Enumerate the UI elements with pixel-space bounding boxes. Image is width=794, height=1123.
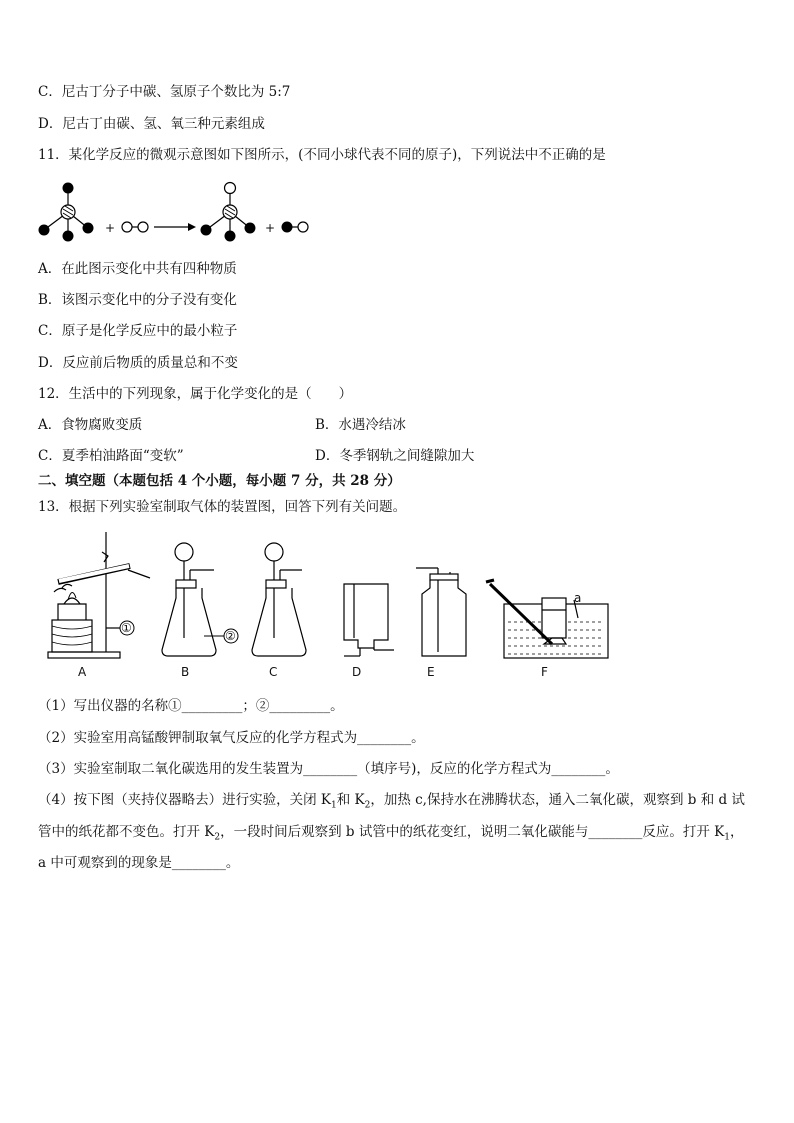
molecule-product-2 — [282, 222, 309, 233]
reaction-diagram — [30, 178, 360, 248]
label-d: D — [352, 665, 362, 679]
apparatus-d — [344, 584, 394, 656]
apparatus-f — [486, 580, 608, 658]
label-mark-1: ① — [121, 621, 132, 635]
subquestion-4-line-3: a 中可观察到的现象是________。 — [38, 855, 240, 871]
section-heading: 二、填空题（本题包括 4 个小题，每小题 7 分，共 28 分） — [38, 473, 401, 489]
question-12: 12．生活中的下列现象，属于化学变化的是（ ） — [38, 386, 353, 402]
label-f: F — [541, 665, 548, 679]
option-c-q12: C．夏季柏油路面“变软” — [38, 448, 184, 464]
label-b: B — [181, 665, 190, 679]
s4a-post: ，加热 c,保持水在沸腾状态，通入二氧化碳，观察到 b 和 d 试 — [370, 792, 745, 808]
plus-sign-1: + — [105, 221, 116, 235]
molecule-reactant-2 — [122, 222, 148, 232]
option-a-q11: A．在此图示变化中共有四种物质 — [38, 261, 237, 277]
s4a-mid: 和 K — [336, 792, 365, 808]
label-e: E — [427, 665, 435, 679]
option-d-q10: D．尼古丁由碳、氢、氧三种元素组成 — [38, 116, 265, 132]
question-11: 11．某化学反应的微观示意图如下图所示，(不同小球代表不同的原子)，下列说法中不正确的是 — [38, 147, 606, 163]
apparatus-c — [252, 543, 306, 656]
apparatus-b — [162, 543, 216, 656]
apparatus-diagram — [38, 528, 618, 683]
question-13: 13．根据下列实验室制取气体的装置图，回答下列有关问题。 — [38, 499, 407, 515]
plus-sign-2: + — [265, 221, 276, 235]
label-c: C — [269, 665, 278, 679]
option-a-q12: A．食物腐败变质 — [38, 417, 143, 433]
option-b-q12: B．水遇冷结冰 — [315, 417, 406, 433]
label-mark-2: ② — [225, 629, 236, 643]
label-a: A — [78, 665, 87, 679]
option-d-q11: D．反应前后物质的质量总和不变 — [38, 355, 238, 371]
s4a-sub1: 1 — [330, 800, 337, 811]
s4a-pre: （4）按下图（夹持仪器略去）进行实验，关闭 K — [38, 792, 331, 808]
s4b-sub2: 1 — [724, 832, 730, 843]
molecule-reactant-1 — [39, 183, 94, 242]
s4b-sub: 2 — [214, 832, 221, 843]
s4b-post: ， — [729, 824, 744, 840]
s4b-pre: 管中的纸花都不变色。打开 K — [38, 824, 215, 840]
subquestion-2: （2）实验室用高锰酸钾制取氧气反应的化学方程式为________。 — [38, 730, 425, 746]
molecule-product-1 — [201, 183, 256, 242]
reaction-arrow — [154, 223, 196, 231]
option-c-q11: C．原子是化学反应中的最小粒子 — [38, 323, 238, 339]
option-c-q10: C．尼古丁分子中碳、氢原子个数比为 5:7 — [38, 84, 291, 100]
option-d-q12: D．冬季钢轨之间缝隙加大 — [315, 448, 475, 464]
label-a-small: a — [574, 591, 582, 605]
apparatus-a — [48, 532, 150, 658]
subquestion-3: （3）实验室制取二氧化碳选用的发生装置为________（填序号)，反应的化学方程式为________。 — [38, 761, 619, 777]
s4a-sub2: 2 — [364, 800, 371, 811]
option-b-q11: B．该图示变化中的分子没有变化 — [38, 292, 237, 308]
subquestion-4-line-1 — [38, 791, 745, 815]
apparatus-e — [416, 568, 466, 656]
subquestion-1: （1）写出仪器的名称①_________；②_________。 — [38, 698, 344, 714]
subquestion-4-line-2 — [38, 823, 743, 847]
s4b-mid: ，一段时间后观察到 b 试管中的纸花变红，说明二氧化碳能与________反应。打开 K — [220, 824, 725, 840]
